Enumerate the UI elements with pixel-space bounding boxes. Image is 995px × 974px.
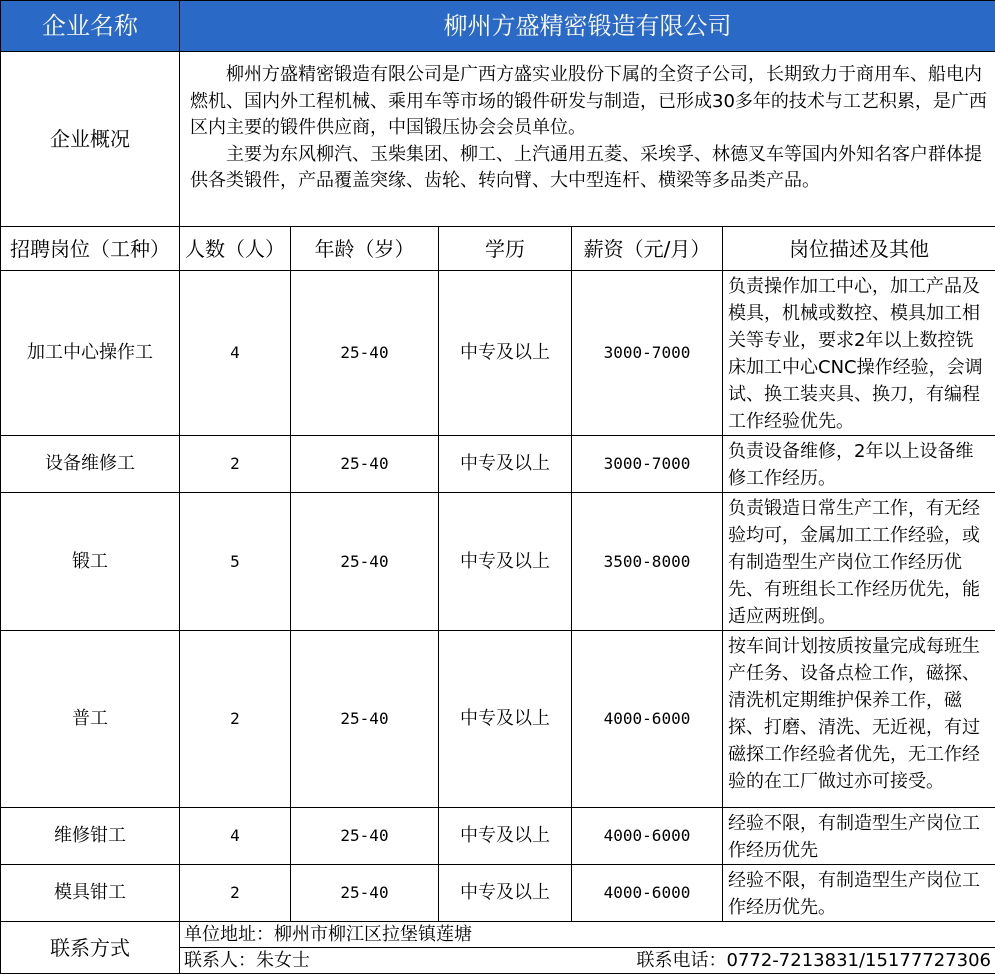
- contact-phone: 联系电话：0772-7213831/15177727306: [637, 948, 992, 973]
- contact-label: 联系方式: [1, 922, 180, 974]
- job-count: 4: [180, 271, 291, 436]
- job-count: 4: [180, 808, 291, 865]
- overview-paragraph: 主要为东风柳汽、玉柴集团、柳工、上汽通用五菱、采埃孚、林德叉车等国内外知名客户群体提供各类锻件，产品覆盖突缘、齿轮、转向臂、大中型连杆、横梁等多品类产品。: [190, 142, 987, 195]
- job-description: 经验不限，有制造型生产岗位工作经历优先: [723, 808, 995, 865]
- job-count: 5: [180, 493, 291, 631]
- column-header-age: 年龄（岁）: [291, 227, 439, 271]
- table-row: [1, 271, 995, 436]
- job-position: 模具钳工: [1, 865, 180, 922]
- job-salary: 3500-8000: [572, 493, 723, 631]
- job-description: 负责锻造日常生产工作，有无经验均可，金属加工工作经验，或有制造型生产岗位工作经历优先、有班组长工作经历优先，能适应两班倒。: [723, 493, 995, 631]
- job-position: 锻工: [1, 493, 180, 631]
- job-age: 25-40: [291, 631, 439, 808]
- company-name: 柳州方盛精密锻造有限公司: [180, 1, 995, 52]
- job-education: 中专及以上: [439, 493, 572, 631]
- table-row: [1, 631, 995, 808]
- column-header-count: 人数（人）: [180, 227, 291, 271]
- job-salary: 4000-6000: [572, 631, 723, 808]
- job-description: 按车间计划按质按量完成每班生产任务、设备点检工作，磁探、清洗机定期维护保养工作，磁探、打磨、清洗、无近视，有过磁探工作经验者优先，无工作经验的在工厂做过亦可接受。: [723, 631, 995, 808]
- column-header-salary: 薪资（元/月）: [572, 227, 723, 271]
- contact-person-phone: [180, 948, 995, 974]
- company-name-label: 企业名称: [1, 1, 180, 52]
- job-education: 中专及以上: [439, 808, 572, 865]
- job-position: 设备维修工: [1, 436, 180, 493]
- job-count: 2: [180, 865, 291, 922]
- job-education: 中专及以上: [439, 631, 572, 808]
- job-education: 中专及以上: [439, 271, 572, 436]
- job-count: 2: [180, 436, 291, 493]
- job-age: 25-40: [291, 436, 439, 493]
- job-position: 普工: [1, 631, 180, 808]
- job-age: 25-40: [291, 808, 439, 865]
- job-description: 负责操作加工中心，加工产品及模具，机械或数控、模具加工相关等专业，要求2年以上数控铣床加工中心CNC操作经验，会调试、换工装夹具、换刀，有编程工作经验优先。: [723, 271, 995, 436]
- column-header-description: 岗位描述及其他: [723, 227, 995, 271]
- overview-paragraph: 柳州方盛精密锻造有限公司是广西方盛实业股份下属的全资子公司，长期致力于商用车、船电内燃机、国内外工程机械、乘用车等市场的锻件研发与制造，已形成30多年的技术与工艺积累，是广西区内主要的锻件供应商，中国锻压协会会员单位。: [190, 62, 987, 142]
- job-education: 中专及以上: [439, 436, 572, 493]
- job-position: 维修钳工: [1, 808, 180, 865]
- job-description: 经验不限，有制造型生产岗位工作经历优先。: [723, 865, 995, 922]
- job-salary: 3000-7000: [572, 271, 723, 436]
- job-description: 负责设备维修，2年以上设备维修工作经历。: [723, 436, 995, 493]
- column-header-education: 学历: [439, 227, 572, 271]
- column-header-position: 招聘岗位（工种）: [1, 227, 180, 271]
- job-salary: 4000-6000: [572, 808, 723, 865]
- job-salary: 4000-6000: [572, 865, 723, 922]
- table-row: [1, 808, 995, 865]
- overview-label: 企业概况: [1, 52, 180, 227]
- table-row: [1, 865, 995, 922]
- job-age: 25-40: [291, 271, 439, 436]
- job-age: 25-40: [291, 865, 439, 922]
- contact-address: 单位地址：柳州市柳江区拉堡镇莲塘: [180, 922, 995, 948]
- contact-person: 联系人：朱女士: [184, 948, 310, 973]
- job-age: 25-40: [291, 493, 439, 631]
- table-row: [1, 493, 995, 631]
- overview-text: [180, 52, 995, 227]
- table-row: [1, 436, 995, 493]
- job-education: 中专及以上: [439, 865, 572, 922]
- job-salary: 3000-7000: [572, 436, 723, 493]
- job-position: 加工中心操作工: [1, 271, 180, 436]
- job-count: 2: [180, 631, 291, 808]
